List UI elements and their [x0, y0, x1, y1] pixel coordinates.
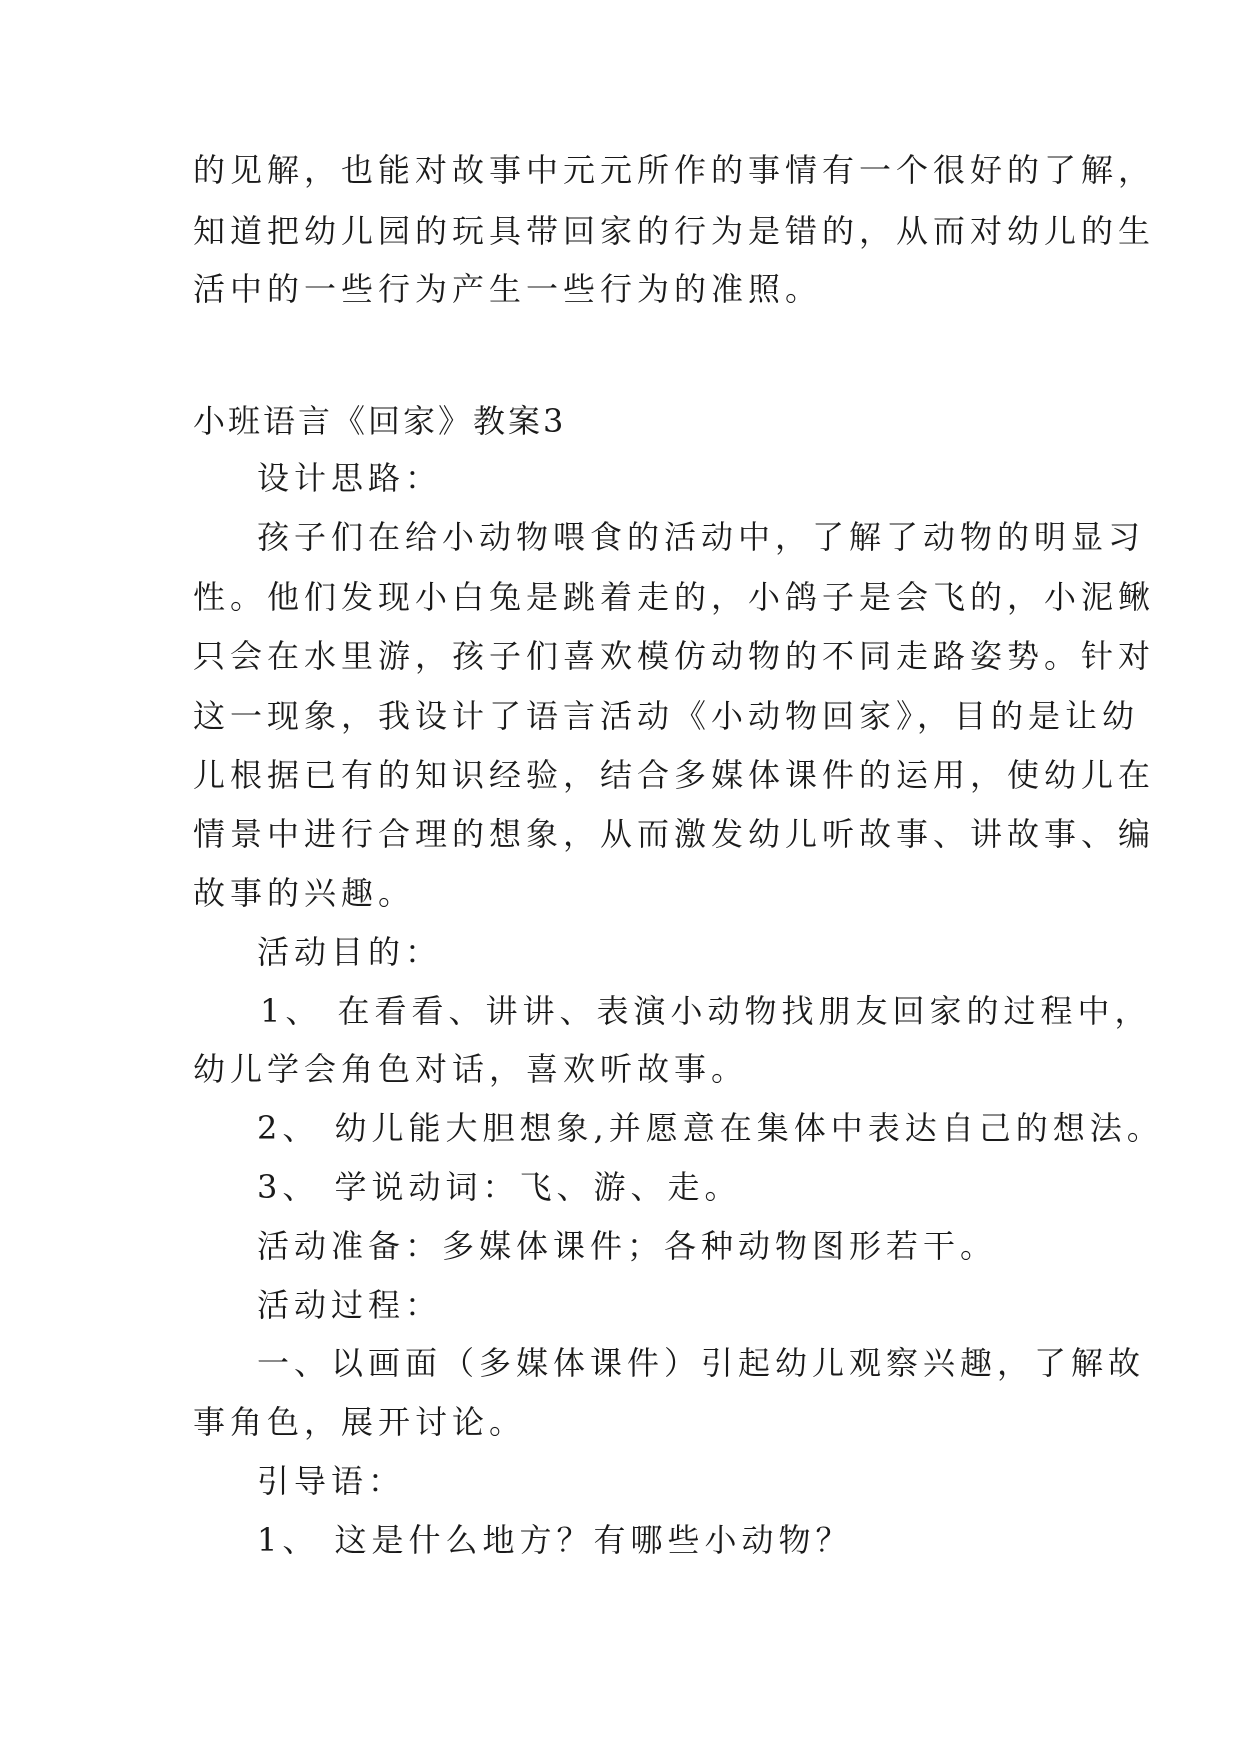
- step-1-line-a: 一、以画面（多媒体课件）引起幼儿观察兴趣，了解故: [257, 1344, 1146, 1382]
- goal-3: 3、 学说动词：飞、游、走。: [257, 1168, 742, 1206]
- design-line-4: 这一现象，我设计了语言活动《小动物回家》，目的是让幼: [193, 697, 1140, 735]
- intro-line-3: 活中的一些行为产生一些行为的准照。: [193, 270, 823, 308]
- goal-1-line-b: 幼儿学会角色对话，喜欢听故事。: [193, 1050, 749, 1088]
- goal-2: 2、 幼儿能大胆想象,并愿意在集体中表达自己的想法。: [257, 1109, 1164, 1147]
- design-heading: 设计思路：: [257, 459, 443, 497]
- guide-heading: 引导语：: [257, 1462, 406, 1500]
- design-line-7: 故事的兴趣。: [193, 874, 416, 912]
- preparation: 活动准备：多媒体课件；各种动物图形若干。: [257, 1227, 998, 1265]
- intro-line-1: 的见解，也能对故事中元元所作的事情有一个很好的了解，: [193, 151, 1156, 189]
- section-title: 小班语言《回家》教案3: [193, 402, 567, 440]
- goal-1-line-a: 1、 在看看、讲讲、表演小动物找朋友回家的过程中，: [260, 992, 1152, 1030]
- design-line-1: 孩子们在给小动物喂食的活动中，了解了动物的明显习: [257, 518, 1146, 556]
- design-line-3: 只会在水里游，孩子们喜欢模仿动物的不同走路姿势。针对: [193, 637, 1156, 675]
- design-line-5: 儿根据已有的知识经验，结合多媒体课件的运用，使幼儿在: [193, 756, 1156, 794]
- design-line-6: 情景中进行合理的想象，从而激发幼儿听故事、讲故事、编: [193, 815, 1156, 853]
- design-line-2: 性。他们发现小白兔是跳着走的，小鸽子是会飞的，小泥鳅: [193, 578, 1156, 616]
- step-1-line-b: 事角色，展开讨论。: [193, 1403, 527, 1441]
- process-heading: 活动过程：: [257, 1286, 443, 1324]
- intro-line-2: 知道把幼儿园的玩具带回家的行为是错的，从而对幼儿的生: [193, 212, 1156, 250]
- question-1: 1、 这是什么地方？有哪些小动物？: [257, 1521, 853, 1559]
- goal-heading: 活动目的：: [257, 933, 443, 971]
